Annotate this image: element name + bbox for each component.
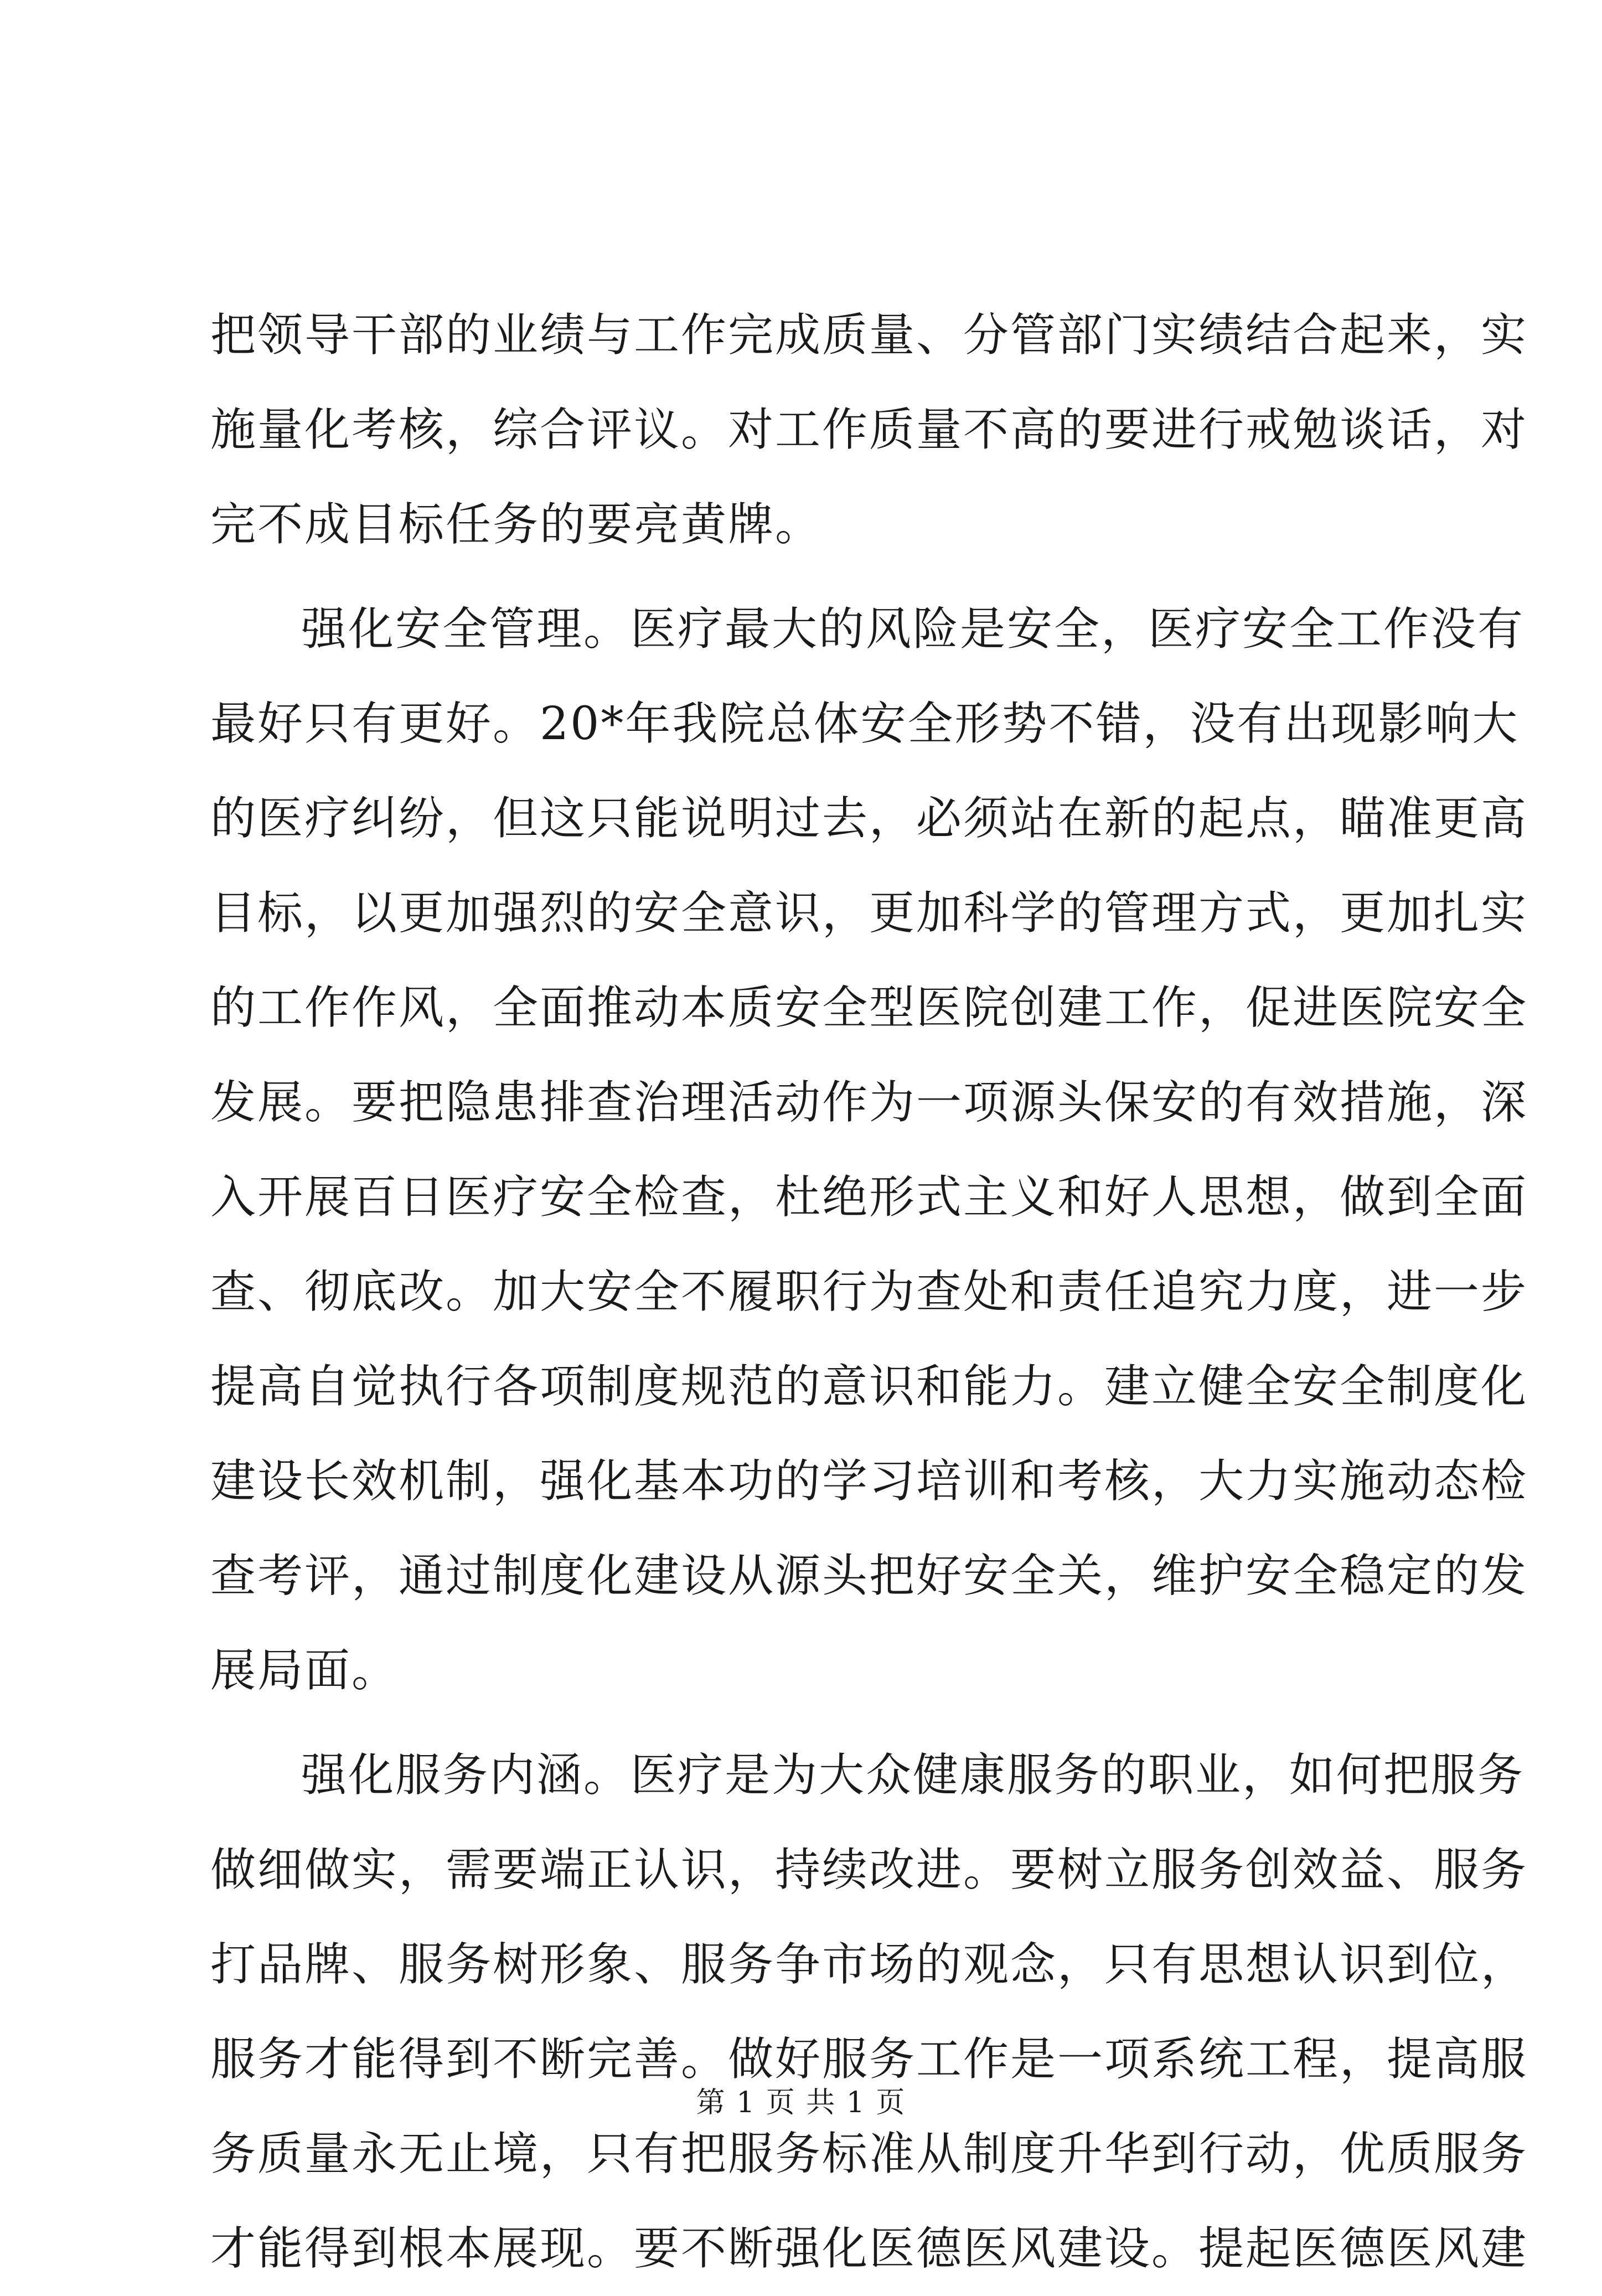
text-line: 完不成目标任务的要亮黄牌。 <box>210 498 823 551</box>
page-number-footer: 第 1 页 共 1 页 <box>696 2086 906 2119</box>
text-line: 才能得到根本展现。要不断强化医德医风建设。提起医德医风建 <box>210 2222 1528 2275</box>
text-line: 查、彻底改。加大安全不履职行为查处和责任追究力度，进一步 <box>210 1266 1528 1318</box>
text-line: 发展。要把隐患排查治理活动作为一项源头保安的有效措施，深 <box>210 1076 1528 1129</box>
text-line: 施量化考核，综合评议。对工作质量不高的要进行戒勉谈话，对 <box>210 404 1528 456</box>
text-line: 服务才能得到不断完善。做好服务工作是一项系统工程，提高服 <box>210 2033 1528 2086</box>
paragraph-1 <box>210 288 1528 572</box>
text-line: 建设长效机制，强化基本功的学习培训和考核，大力实施动态检 <box>210 1455 1528 1508</box>
text-line: 最好只有更好。20*年我院总体安全形势不错，没有出现影响大 <box>210 698 1520 750</box>
paragraph-3 <box>210 1728 1528 2296</box>
text-line: 的工作作风，全面推动本质安全型医院创建工作，促进医院安全 <box>210 982 1528 1034</box>
text-line: 的医疗纠纷，但这只能说明过去，必须站在新的起点，瞄准更高 <box>210 792 1528 845</box>
text-line: 查考评，通过制度化建设从源头把好安全关，维护安全稳定的发 <box>210 1550 1528 1602</box>
text-line: 展局面。 <box>210 1644 399 1697</box>
text-line: 做细做实，需要端正认识，持续改进。要树立服务创效益、服务 <box>210 1844 1528 1896</box>
text-line: 务质量永无止境，只有把服务标准从制度升华到行动，优质服务 <box>210 2128 1528 2180</box>
document-body <box>210 288 1528 2296</box>
text-line: 提高自觉执行各项制度规范的意识和能力。建立健全安全制度化 <box>210 1360 1528 1413</box>
paragraph-2 <box>210 582 1528 1718</box>
text-line: 打品牌、服务树形象、服务争市场的观念，只有思想认识到位， <box>210 1938 1528 1991</box>
text-line: 强化服务内涵。医疗是为大众健康服务的职业，如何把服务 <box>301 1749 1525 1802</box>
text-line: 目标，以更加强烈的安全意识，更加科学的管理方式，更加扎实 <box>210 887 1528 940</box>
text-line: 把领导干部的业绩与工作完成质量、分管部门实绩结合起来，实 <box>210 309 1528 362</box>
text-line: 强化安全管理。医疗最大的风险是安全，医疗安全工作没有 <box>301 603 1525 656</box>
text-line: 入开展百日医疗安全检查，杜绝形式主义和好人思想，做到全面 <box>210 1171 1528 1224</box>
